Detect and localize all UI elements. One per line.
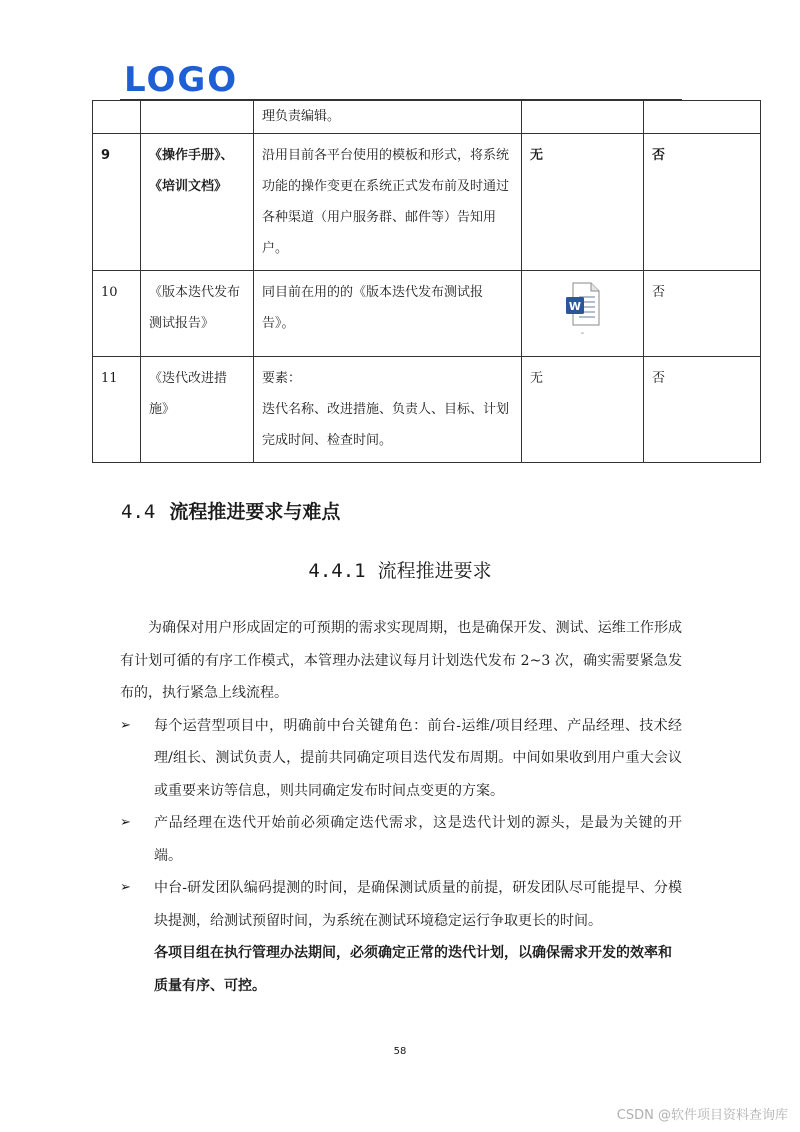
arrow-bullet-icon: ➢ [120,815,131,830]
section-heading [121,497,340,527]
watermark: CSDN @软件项目资料查询库 [616,1108,788,1123]
required-cell: 否 [644,357,761,463]
row-number-cell: 10 [93,271,141,357]
table-row [93,357,761,463]
table-row [93,101,761,134]
table-row [93,271,761,357]
row-number-cell: 9 [93,134,141,271]
document-name-cell: 《版本迭代发布测试报告》 [141,271,254,357]
row-number-cell [93,101,141,134]
list-item [120,807,682,872]
description-cell: 沿用目前各平台使用的模板和形式，将系统功能的操作变更在系统正式发布前及时通过各种渠道（用户服务群、邮件等）告知用户。 [254,134,522,271]
description-cell: 理负责编辑。 [254,101,522,134]
template-cell: 无 [522,134,644,271]
description-cell: 同目前在用的的《版本迭代发布测试报告》。 [254,271,522,357]
list-item [120,872,682,937]
template-cell: 无 [522,357,644,463]
word-document-icon[interactable] [565,281,601,327]
section-number: 4.4 [121,501,156,523]
required-cell: 否 [644,271,761,357]
list-item-text: 中台-研发团队编码提测的时间，是确保测试质量的前提，研发团队尽可能提早、分模块提测，给测试预留时间，为系统在测试环境稳定运行争取更长的时间。 [154,880,682,929]
list-item [120,710,682,808]
document-name-cell: 《迭代改进措施》 [141,357,254,463]
template-cell [522,101,644,134]
section-title: 流程推进要求与难点 [169,501,341,523]
subsection-heading [0,556,800,586]
svg-text:W: W [568,300,581,313]
description-text: 迭代名称、改进措施、负责人、目标、计划完成时间、检查时间。 [262,402,510,448]
row-number-cell: 11 [93,357,141,463]
description-cell [254,357,522,463]
deliverables-table [92,100,761,463]
required-cell [644,101,761,134]
document-name-cell: 《操作手册》、《培训文档》 [141,134,254,271]
intro-paragraph: 为确保对用户形成固定的可预期的需求实现周期，也是确保开发、测试、运维工作形成有计划可循的有序工作模式，本管理办法建议每月计划迭代发布 2~3 次，确实需要紧急发布的，执行紧急上线流程。 [120,620,682,701]
list-item-text: 每个运营型项目中，明确前中台关键角色：前台-运维/项目经理、产品经理、技术经理/组长、测试负责人，提前共同确定项目迭代发布周期。中间如果收到用户重大会议或重要来访等信息，则共同确定发布时间点变更的方案。 [154,717,682,799]
page-number: 58 [393,1046,407,1057]
body-content [120,612,682,1002]
attachment-caption: - [580,328,585,339]
arrow-bullet-icon: ➢ [120,717,131,733]
subsection-title: 流程推进要求 [377,560,492,582]
company-logo: LOGO [124,60,239,100]
document-name-cell [141,101,254,134]
arrow-bullet-icon: ➢ [120,880,131,895]
table-row [93,134,761,271]
description-label: 要素： [262,371,302,386]
bold-note: 各项目组在执行管理办法期间，必须确定正常的迭代计划，以确保需求开发的效率和质量有序、可控。 [154,945,672,994]
subsection-number: 4.4.1 [308,560,366,582]
list-item-text: 产品经理在迭代开始前必须确定迭代需求，这是迭代计划的源头，是最为关键的开端。 [154,815,682,864]
template-cell[interactable] [522,271,644,357]
required-cell: 否 [644,134,761,271]
